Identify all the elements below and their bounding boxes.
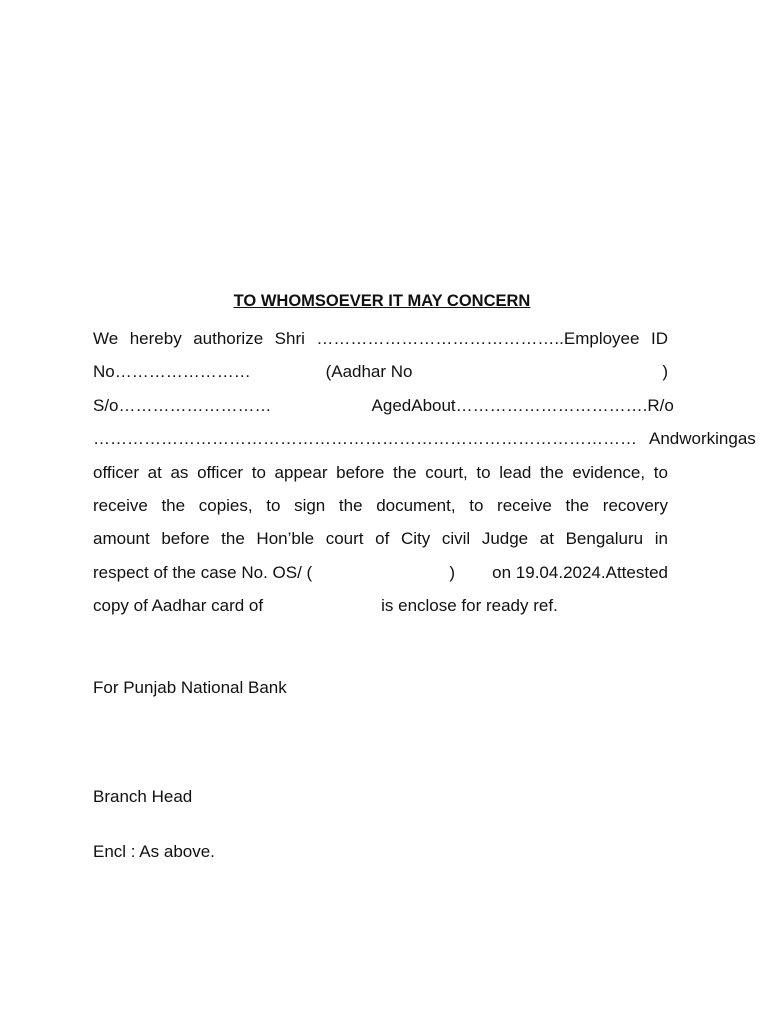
word: hereby <box>129 329 182 348</box>
word: to <box>251 462 266 482</box>
paragraph-line-9 <box>93 589 668 622</box>
paragraph-line-8 <box>93 556 668 589</box>
word: evidence, <box>572 462 646 482</box>
word: before <box>161 529 210 549</box>
hearing-date-text: on 19.04.2024.Attested <box>492 562 668 582</box>
residence-blank: …………………………….R/o <box>455 395 674 415</box>
word: to <box>469 495 484 515</box>
word: to <box>653 462 668 482</box>
word: Shri <box>274 329 305 348</box>
word: at <box>539 529 554 549</box>
paragraph-line-5 <box>93 456 668 489</box>
for-bank-line: For Punjab National Bank <box>93 678 287 697</box>
son-of-blank: S/o……………………… <box>93 395 272 415</box>
word: in <box>654 529 668 549</box>
word: at <box>147 462 162 482</box>
paragraph-line-2 <box>93 355 668 388</box>
word: of <box>375 529 390 549</box>
paragraph-line-4 <box>93 422 756 455</box>
word: to <box>476 462 491 482</box>
enclosure-ref-text: is enclose for ready ref. <box>381 596 558 616</box>
word: Judge <box>481 529 529 549</box>
word: recovery <box>602 495 668 515</box>
paragraph-line-7 <box>93 522 668 555</box>
word: amount <box>93 529 150 549</box>
word: officer <box>197 462 244 482</box>
case-close-paren: ) <box>449 562 456 582</box>
aadhar-close-paren: ) <box>662 362 668 382</box>
word: the <box>540 462 564 482</box>
word: receive <box>497 495 552 515</box>
word: We <box>93 329 119 348</box>
word: lead <box>499 462 532 482</box>
word: court, <box>425 462 468 482</box>
word: the <box>338 495 363 515</box>
letter-title: TO WHOMSOEVER IT MAY CONCERN <box>233 292 531 310</box>
word: City <box>400 529 431 549</box>
word: sign <box>294 495 326 515</box>
enclosure-note: Encl : As above. <box>93 842 215 861</box>
word: the <box>161 495 186 515</box>
word: officer <box>93 462 139 482</box>
word: About <box>411 395 456 415</box>
word: Bengaluru <box>565 529 644 549</box>
letter-body <box>93 290 756 623</box>
word: appear <box>274 462 328 482</box>
paragraph-line-1 <box>93 322 668 355</box>
word: authorize <box>193 329 264 348</box>
word: before <box>336 462 385 482</box>
word: to <box>266 495 281 515</box>
signatory-title: Branch Head <box>93 787 193 806</box>
case-number-text: respect of the case No. OS/ ( <box>93 562 313 582</box>
word: the <box>221 529 245 549</box>
word: as <box>170 462 189 482</box>
word: receive <box>93 495 148 515</box>
address-blank: …………………………………………………………………………………… <box>93 429 637 449</box>
employee-blank: ……………………………………..Employee <box>316 329 640 348</box>
word: ID <box>650 329 668 348</box>
word: Hon’ble <box>256 529 315 549</box>
word: court <box>325 529 364 549</box>
paragraph-line-6 <box>93 489 668 522</box>
word: copies, <box>198 495 253 515</box>
employee-id-blank: No…………………… <box>93 362 251 382</box>
word: the <box>392 462 417 482</box>
word: And <box>649 429 680 449</box>
paragraph-line-3 <box>93 389 674 422</box>
word: as <box>737 429 756 449</box>
aadhar-copy-text: copy of Aadhar card of <box>93 596 264 616</box>
word: civil <box>441 529 471 549</box>
word: the <box>565 495 590 515</box>
aadhar-label: (Aadhar No <box>325 362 413 382</box>
word: Aged <box>371 395 412 415</box>
word: document, <box>376 495 456 515</box>
word: working <box>679 429 738 449</box>
